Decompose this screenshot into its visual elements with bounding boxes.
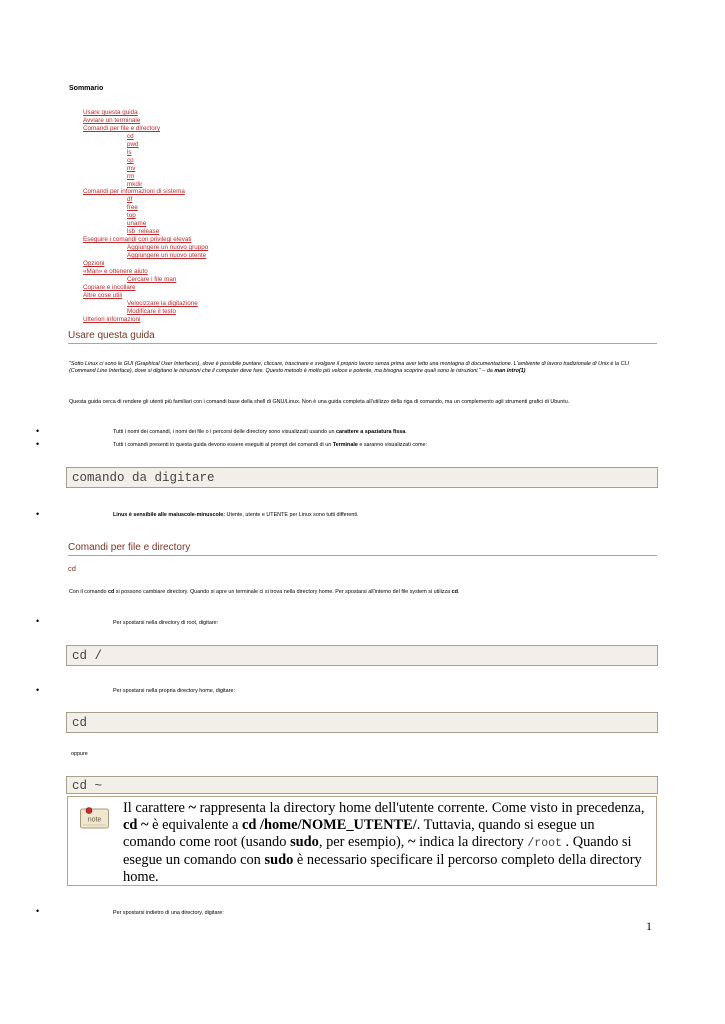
subsection-heading: cd bbox=[68, 564, 76, 573]
bullet-icon: • bbox=[36, 616, 40, 626]
quote-paragraph bbox=[69, 361, 649, 375]
toc-link[interactable]: Velocizzare la digitazione bbox=[127, 300, 198, 307]
code-block: cd bbox=[66, 712, 658, 733]
toc-link[interactable]: mkdir bbox=[127, 181, 143, 188]
oppure-text: oppure bbox=[71, 751, 88, 757]
toc-link[interactable]: free bbox=[127, 204, 138, 211]
toc-link[interactable]: uname bbox=[127, 220, 147, 227]
toc-link[interactable]: cd bbox=[127, 133, 134, 140]
bullet-text: Per spostarsi nella propria directory home, digitare: bbox=[113, 688, 235, 694]
toc-link[interactable]: Altre cose utili bbox=[83, 292, 123, 299]
note-icon-label: note bbox=[87, 816, 102, 824]
cd-paragraph: Con il comando cd si possono cambiare directory. Quando si apre un terminale ci si trova nella directory home. Per spostarsi all'interno del file system si utilizza cd. bbox=[69, 589, 460, 595]
toc-link[interactable]: df bbox=[127, 196, 133, 203]
bullet-text: Tutti i comandi presenti in questa guida devono essere eseguiti al prompt dei comandi di un Terminale e saranno visualizzati come: bbox=[113, 442, 428, 448]
bullet-icon: • bbox=[36, 685, 40, 695]
toc-link[interactable]: Copiare e incollare bbox=[83, 284, 136, 291]
section-heading: Usare questa guida bbox=[68, 330, 657, 344]
bullet-text: Linux è sensibile alle maiuscole-minuscole: Utente, utente e UTENTE per Linux sono tutti differenti. bbox=[113, 512, 359, 518]
code-block: comando da digitare bbox=[66, 467, 658, 488]
toc-link[interactable]: «Man» e ottenere aiuto bbox=[83, 268, 148, 275]
code-block: cd / bbox=[66, 645, 658, 666]
toc-link[interactable]: cp bbox=[127, 157, 134, 164]
bullet-text: Tutti i nomi dei comandi, i nomi dei file o i percorsi delle directory sono visualizzati usando un carattere a spaziatura fissa. bbox=[113, 429, 407, 435]
intro-paragraph: Questa guida cerca di rendere gli utenti più familiari con i comandi base della shell di GNU/Linux. Non è una guida completa all'utilizzo della riga di comando, ma un complemento agli strumenti grafici di Ubuntu. bbox=[69, 399, 570, 405]
toc-link[interactable]: Aggiungere un nuovo gruppo bbox=[127, 244, 209, 251]
toc-link[interactable]: Eseguire i comandi con privilegi elevati bbox=[83, 236, 192, 243]
bullet-text: Per spostarsi indietro di una directory, digitare: bbox=[113, 910, 224, 916]
bullet-icon: • bbox=[36, 439, 40, 449]
bullet-text: Per spostarsi nella directory di root, digitare: bbox=[113, 620, 219, 626]
quote-text: "Sotto Linux ci sono le GUI (Graphical User Interfaces), dove è possibile puntare, cliccare, trascinare e svolgere il proprio lavoro senza prima aver letto una montagna di documentazione. L'ambiente di lavoro tradizionale di Unix è la CLI (Command Line Interface), dove si digitano le istruzioni che il computer deve fare. Questo metodo è molto più veloce e potente, ma bisogna scoprire quali sono le istruzioni." – da bbox=[69, 361, 629, 374]
toc-link[interactable]: lsb_release bbox=[127, 228, 160, 235]
note-icon bbox=[79, 806, 110, 830]
toc-link[interactable]: Avviare un terminale bbox=[83, 117, 141, 124]
page-number: 1 bbox=[646, 919, 652, 933]
toc-link[interactable]: Aggiungere un nuovo utente bbox=[127, 252, 207, 259]
toc-link[interactable]: Opzioni bbox=[83, 260, 105, 267]
bullet-icon: • bbox=[36, 509, 40, 519]
toc-link[interactable]: pwd bbox=[127, 141, 139, 148]
toc-title: Sommario bbox=[69, 85, 104, 92]
toc-link[interactable]: Usare questa guida bbox=[83, 109, 138, 116]
toc-link[interactable]: top bbox=[127, 212, 136, 219]
toc-link[interactable]: ls bbox=[127, 149, 132, 156]
section-heading: Comandi per file e directory bbox=[68, 542, 657, 556]
note-text: Il carattere ~ rappresenta la directory home dell'utente corrente. Come visto in precedenza, cd ~ è equivalente a cd /home/NOME_UTENTE/. Tuttavia, quando si esegue un comando come root (usando sudo, per esempio), ~ indica la directory /root . Quando si esegue un comando con sudo è necessario specificare il percorso completo della directory home. bbox=[123, 800, 645, 885]
toc-link[interactable]: Cercare i file man bbox=[127, 276, 177, 283]
toc-link[interactable]: Comandi per informazioni di sistema bbox=[83, 188, 185, 195]
toc-link[interactable]: Modificare il testo bbox=[127, 308, 176, 315]
bullet-icon: • bbox=[36, 906, 40, 916]
quote-source: man intro(1) bbox=[494, 368, 526, 374]
note-box bbox=[67, 796, 657, 886]
toc-link[interactable]: Comandi per file e directory bbox=[83, 125, 160, 132]
toc-link[interactable]: Ulteriori informazioni bbox=[83, 316, 141, 323]
toc-link[interactable]: rm bbox=[127, 173, 135, 180]
toc-link[interactable]: mv bbox=[127, 165, 136, 172]
bullet-icon: • bbox=[36, 426, 40, 436]
code-block: cd ~ bbox=[66, 776, 658, 794]
